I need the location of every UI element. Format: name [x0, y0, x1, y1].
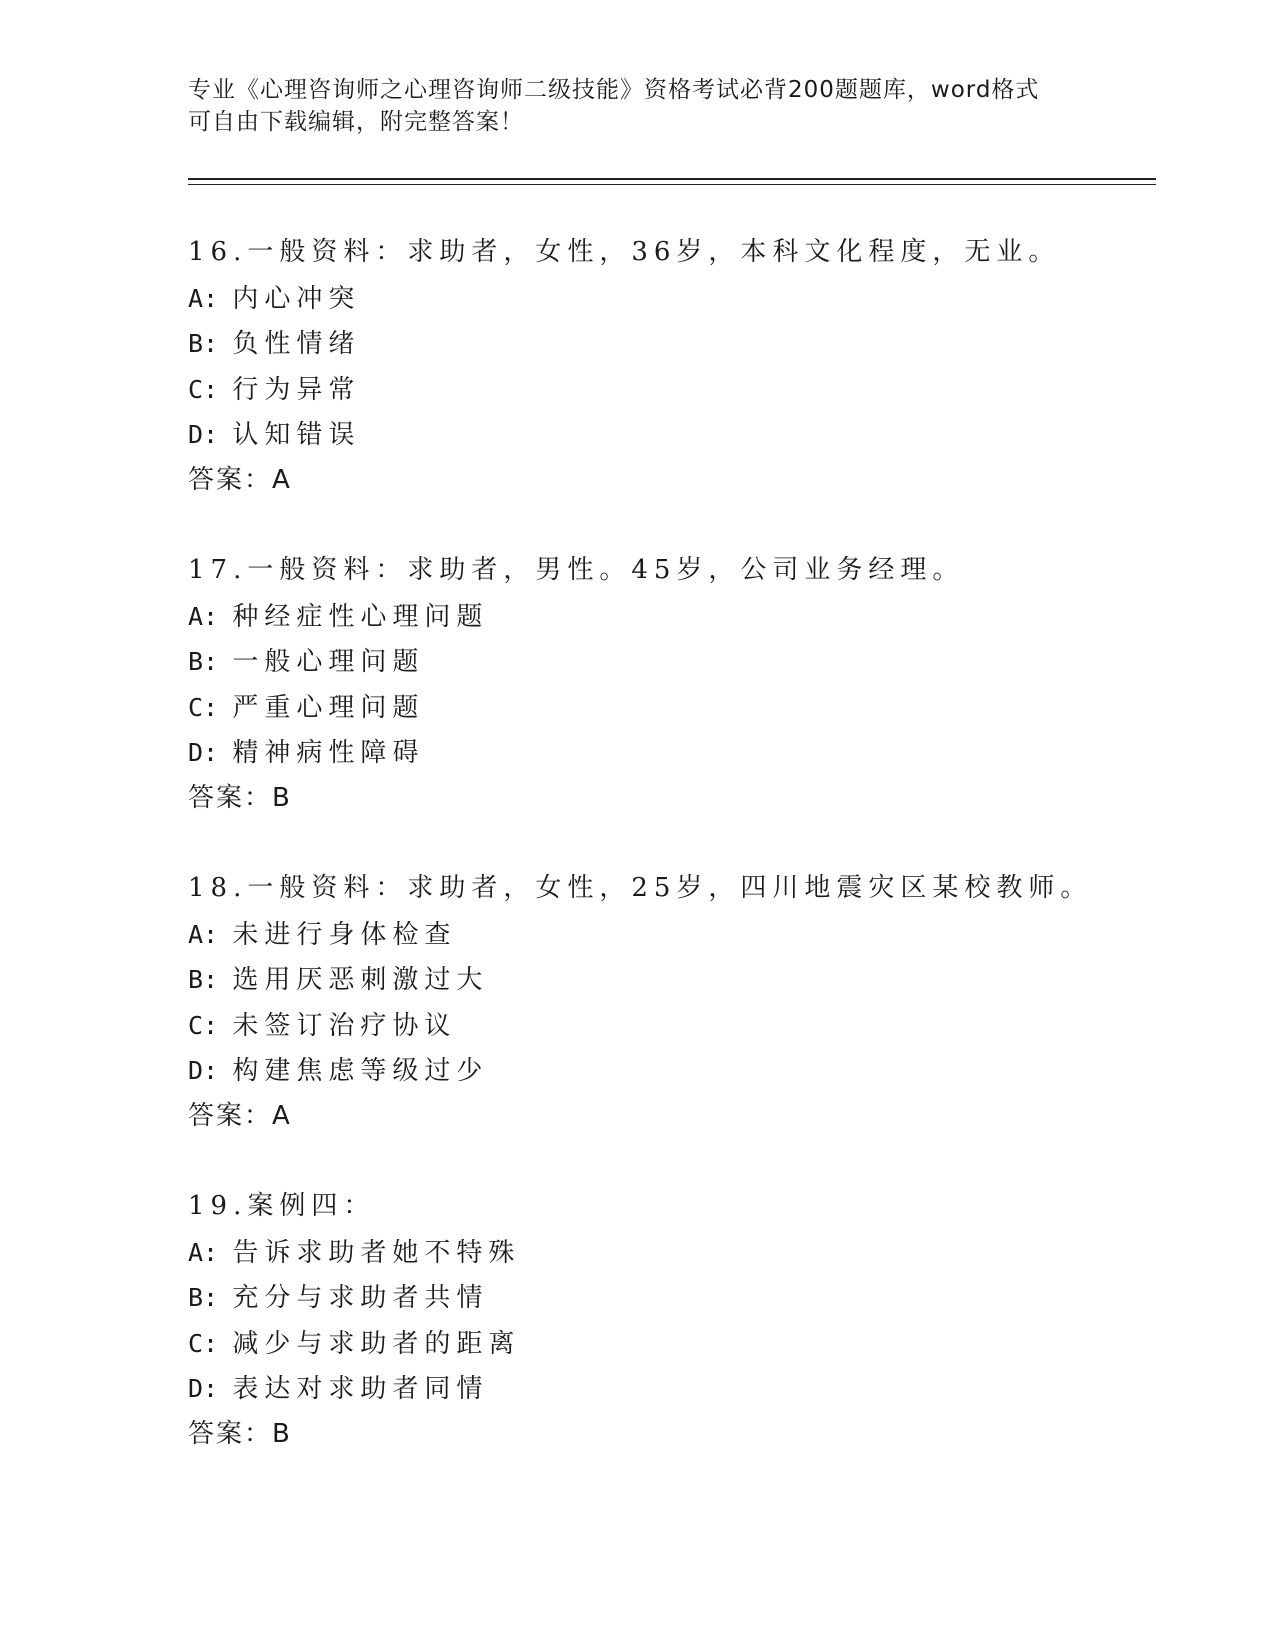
option-text: 减少与求助者的距离: [232, 1328, 521, 1359]
option-a: [188, 1230, 1148, 1276]
header-rule-bottom: [188, 184, 1156, 185]
answer-line: 答案：B: [188, 782, 292, 813]
option-c: [188, 685, 1148, 731]
option-text: 告诉求助者她不特殊: [232, 1237, 521, 1268]
header-line-1: 专业《心理咨询师之心理咨询师二级技能》资格考试必背200题题库，word格式: [188, 77, 1040, 103]
question-stem: 17.一般资料：求助者，男性。45岁，公司业务经理。: [188, 555, 965, 585]
option-letter: C:: [188, 692, 219, 722]
option-b: [188, 639, 1148, 685]
option-d: [188, 412, 1148, 458]
option-c: [188, 1321, 1148, 1367]
option-text: 负性情绪: [232, 329, 361, 359]
option-a: [188, 594, 1148, 640]
option-letter: C:: [188, 1010, 219, 1040]
option-letter: D:: [188, 420, 219, 449]
option-d: [188, 1366, 1148, 1412]
question-16: [188, 230, 1148, 503]
option-d: [188, 1048, 1148, 1094]
question-stem: 19.案例四：: [188, 1191, 376, 1221]
option-text: 表达对求助者同情: [232, 1374, 489, 1404]
option-text: 一般心理问题: [232, 647, 425, 677]
option-text: 精神病性障碍: [232, 738, 425, 768]
header-rule-top: [188, 178, 1156, 180]
answer-line: 答案：A: [188, 464, 292, 495]
option-text: 构建焦虑等级过少: [232, 1056, 489, 1086]
option-text: 未进行身体检查: [232, 919, 457, 950]
option-a: [188, 276, 1148, 322]
option-text: 行为异常: [232, 374, 361, 405]
option-text: 选用厌恶刺激过大: [232, 965, 489, 995]
option-text: 内心冲突: [232, 283, 361, 314]
option-c: [188, 367, 1148, 413]
option-letter: D:: [188, 738, 219, 767]
option-letter: A:: [188, 283, 219, 313]
question-17: [188, 548, 1148, 821]
question-stem: 18.一般资料：求助者，女性，25岁，四川地震灾区某校教师。: [188, 873, 1093, 903]
option-letter: C:: [188, 374, 219, 404]
document-header: [188, 74, 1088, 138]
header-line-2: 可自由下载编辑，附完整答案！: [188, 109, 524, 135]
answer-line: 答案：A: [188, 1100, 292, 1131]
question-18: [188, 866, 1148, 1139]
option-letter: A:: [188, 919, 219, 949]
question-stem: 16.一般资料：求助者，女性，36岁，本科文化程度，无业。: [188, 237, 1061, 267]
option-letter: C:: [188, 1328, 219, 1358]
option-b: [188, 1275, 1148, 1321]
option-d: [188, 730, 1148, 776]
option-text: 种经症性心理问题: [232, 601, 489, 632]
option-text: 充分与求助者共情: [232, 1283, 489, 1313]
option-letter: B:: [188, 329, 219, 358]
option-letter: D:: [188, 1374, 219, 1403]
option-letter: A:: [188, 1237, 219, 1267]
answer-line: 答案：B: [188, 1418, 292, 1449]
option-text: 严重心理问题: [232, 692, 425, 723]
option-b: [188, 321, 1148, 367]
option-b: [188, 957, 1148, 1003]
option-letter: B:: [188, 965, 219, 994]
option-c: [188, 1003, 1148, 1049]
question-19: [188, 1184, 1148, 1457]
option-letter: B:: [188, 647, 219, 676]
option-a: [188, 912, 1148, 958]
option-letter: B:: [188, 1283, 219, 1312]
option-text: 未签订治疗协议: [232, 1010, 457, 1041]
option-text: 认知错误: [232, 420, 361, 450]
option-letter: A:: [188, 601, 219, 631]
option-letter: D:: [188, 1056, 219, 1085]
